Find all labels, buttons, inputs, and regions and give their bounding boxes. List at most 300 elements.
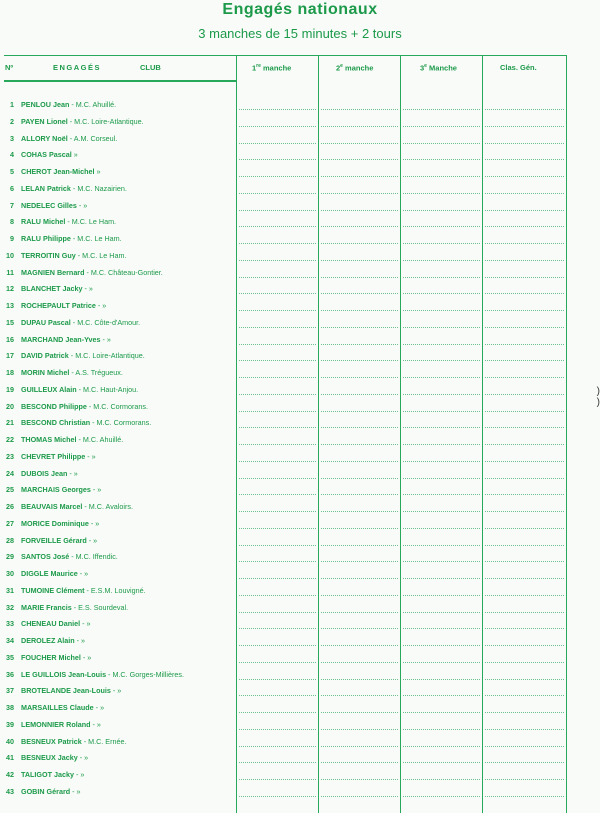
entrant-number: 13 bbox=[6, 301, 14, 310]
entrant-name: BESCOND Philippe bbox=[21, 401, 87, 411]
entrant-club: - M.C. Nazairien. bbox=[70, 183, 127, 193]
table-row bbox=[0, 280, 600, 297]
entrant-name: MORIN Michel bbox=[21, 368, 70, 377]
result-cell-line bbox=[321, 176, 398, 177]
entrant-name: RALU Michel bbox=[21, 217, 66, 227]
entrant-club: - » bbox=[77, 753, 89, 763]
result-cell-line bbox=[485, 109, 564, 110]
result-cell-line bbox=[485, 260, 564, 261]
entrant-cell bbox=[21, 435, 123, 444]
entrant-club: - M.C. Cormorans. bbox=[86, 401, 149, 411]
result-cell-line bbox=[321, 377, 398, 378]
entrant-cell bbox=[21, 351, 145, 360]
entrant-name: TUMOINE Clément bbox=[21, 585, 85, 595]
entrant-club: - M.C. Château-Gontier. bbox=[84, 267, 163, 277]
entrant-club: - » bbox=[74, 770, 85, 779]
result-cell-line bbox=[403, 595, 480, 596]
result-cell-line bbox=[485, 377, 564, 378]
result-cell-line bbox=[239, 595, 316, 596]
result-cell-line bbox=[403, 193, 480, 194]
result-cell-line bbox=[403, 578, 480, 579]
entrant-number: 22 bbox=[6, 435, 14, 444]
table-row bbox=[0, 649, 600, 666]
result-cell-line bbox=[485, 712, 564, 713]
result-cell-line bbox=[239, 327, 316, 328]
entrant-name: MARIE Francis bbox=[21, 602, 72, 612]
result-cell-line bbox=[239, 461, 316, 462]
result-cell-line bbox=[321, 779, 398, 780]
result-cell-line bbox=[403, 293, 480, 294]
table-row bbox=[0, 682, 600, 699]
entrant-club: - M.C. Iffendic. bbox=[69, 552, 118, 562]
entrant-cell bbox=[21, 167, 101, 176]
result-cell-line bbox=[485, 444, 564, 445]
entrant-number: 38 bbox=[6, 703, 14, 712]
result-cell-line bbox=[485, 628, 564, 629]
entrant-name: DUPAU Pascal bbox=[21, 317, 71, 327]
result-cell-line bbox=[403, 612, 480, 613]
table-row bbox=[0, 414, 600, 431]
entrant-number: 5 bbox=[10, 167, 14, 176]
entrant-cell bbox=[21, 753, 88, 762]
entrant-cell bbox=[21, 737, 126, 746]
result-cell-line bbox=[239, 226, 316, 227]
result-cell-line bbox=[403, 327, 480, 328]
entrant-cell bbox=[21, 368, 123, 377]
entrant-name: MORICE Dominique bbox=[21, 518, 89, 528]
binding-holes: ) ) bbox=[596, 386, 600, 408]
entrant-cell bbox=[21, 536, 97, 545]
entrant-club: - A.S. Trégueux. bbox=[69, 368, 123, 377]
entrant-number: 23 bbox=[6, 451, 14, 461]
result-cell-line bbox=[321, 243, 398, 244]
entrant-club: - » bbox=[70, 786, 81, 796]
result-cell-line bbox=[485, 360, 564, 361]
result-cell-line bbox=[239, 561, 316, 562]
table-row bbox=[0, 431, 600, 448]
table-row bbox=[0, 197, 600, 214]
table-row bbox=[0, 666, 600, 683]
result-cell-line bbox=[403, 176, 480, 177]
result-cell-line bbox=[485, 679, 564, 680]
table-row bbox=[0, 766, 600, 783]
result-cell-line bbox=[403, 444, 480, 445]
result-cell-line bbox=[403, 277, 480, 278]
entrant-name: MAGNIEN Bernard bbox=[21, 267, 85, 277]
entrant-name: LE GUILLOIS Jean-Louis bbox=[21, 669, 107, 679]
header-run3 bbox=[420, 63, 457, 73]
table-row bbox=[0, 331, 600, 348]
entrant-cell bbox=[21, 301, 106, 310]
entrant-number: 18 bbox=[6, 368, 14, 377]
result-cell-line bbox=[403, 712, 480, 713]
result-cell-line bbox=[485, 159, 564, 160]
entrant-cell bbox=[21, 703, 104, 712]
entrant-number: 20 bbox=[6, 401, 14, 411]
result-cell-line bbox=[239, 762, 316, 763]
entrant-cell bbox=[21, 234, 122, 243]
result-cell-line bbox=[485, 394, 564, 395]
result-cell-line bbox=[321, 595, 398, 596]
table-row bbox=[0, 733, 600, 750]
result-cell-line bbox=[321, 327, 398, 328]
entrant-number: 32 bbox=[6, 602, 14, 612]
result-cell-line bbox=[321, 679, 398, 680]
header-run3-suffix: e bbox=[424, 63, 427, 69]
result-cell-line bbox=[321, 645, 398, 646]
result-cell-line bbox=[239, 277, 316, 278]
table-row bbox=[0, 699, 600, 716]
result-cell-line bbox=[321, 260, 398, 261]
result-cell-line bbox=[403, 779, 480, 780]
result-cell-line bbox=[403, 411, 480, 412]
table-row bbox=[0, 548, 600, 565]
result-cell-line bbox=[239, 545, 316, 546]
entrant-name: BEAUVAIS Marcel bbox=[21, 502, 83, 511]
table-row bbox=[0, 465, 600, 482]
result-cell-line bbox=[239, 293, 316, 294]
result-cell-line bbox=[239, 695, 316, 696]
entrant-name: BROTELANDE Jean-Louis bbox=[21, 686, 111, 696]
entrant-number: 27 bbox=[6, 518, 14, 528]
header-run3-label: Manche bbox=[429, 63, 457, 73]
result-cell-line bbox=[485, 176, 564, 177]
entrant-club: - » bbox=[93, 703, 105, 712]
result-cell-line bbox=[321, 109, 398, 110]
entrant-cell bbox=[21, 150, 78, 159]
entrant-number: 35 bbox=[6, 652, 14, 662]
result-cell-line bbox=[239, 310, 316, 311]
table-row bbox=[0, 96, 600, 113]
table-row bbox=[0, 364, 600, 381]
result-cell-line bbox=[321, 461, 398, 462]
entrant-name: THOMAS Michel bbox=[21, 435, 77, 444]
entrant-number: 15 bbox=[6, 317, 14, 327]
result-cell-line bbox=[403, 226, 480, 227]
entrant-cell bbox=[21, 402, 148, 411]
entrant-cell bbox=[21, 318, 140, 327]
entrant-name: RALU Philippe bbox=[21, 234, 71, 243]
entrant-cell bbox=[21, 586, 146, 595]
entrant-name: ROCHEPAULT Patrice bbox=[21, 301, 96, 310]
result-cell-line bbox=[239, 578, 316, 579]
entrant-number: 39 bbox=[6, 719, 14, 729]
result-cell-line bbox=[239, 344, 316, 345]
result-cell-line bbox=[403, 628, 480, 629]
entrant-number: 12 bbox=[6, 284, 14, 294]
entrant-cell bbox=[21, 787, 81, 796]
result-cell-line bbox=[403, 109, 480, 110]
entrant-cell bbox=[21, 619, 91, 628]
entrant-club: - M.C. Loire-Atlantique. bbox=[68, 351, 145, 361]
result-cell-line bbox=[485, 612, 564, 613]
entrant-club: - M.C. Ernée. bbox=[81, 736, 127, 746]
result-cell-line bbox=[321, 695, 398, 696]
entrant-club: - E.S. Sourdeval. bbox=[71, 602, 129, 612]
result-cell-line bbox=[321, 444, 398, 445]
table-row bbox=[0, 113, 600, 130]
result-cell-line bbox=[321, 478, 398, 479]
result-cell-line bbox=[321, 226, 398, 227]
result-cell-line bbox=[485, 746, 564, 747]
result-cell-line bbox=[485, 662, 564, 663]
result-cell-line bbox=[239, 628, 316, 629]
entrant-club: » bbox=[71, 150, 78, 160]
header-run2-label: manche bbox=[345, 63, 374, 73]
table-row bbox=[0, 247, 600, 264]
entrant-name: MARCHAIS Georges bbox=[21, 485, 91, 495]
result-cell-line bbox=[239, 243, 316, 244]
result-cell-line bbox=[403, 394, 480, 395]
entrant-club: - » bbox=[80, 652, 92, 662]
result-cell-line bbox=[239, 360, 316, 361]
entrant-cell bbox=[21, 670, 184, 679]
entrant-club: - A.M. Corseul. bbox=[67, 133, 118, 143]
entrant-cell bbox=[21, 201, 87, 210]
result-cell-line bbox=[321, 662, 398, 663]
result-cell-line bbox=[239, 528, 316, 529]
entrant-cell bbox=[21, 217, 116, 226]
entrant-club: - » bbox=[74, 636, 86, 645]
result-cell-line bbox=[239, 176, 316, 177]
table-row bbox=[0, 130, 600, 147]
entrant-name: BESNEUX Patrick bbox=[21, 736, 82, 746]
entrant-number: 6 bbox=[10, 183, 14, 193]
table-row bbox=[0, 632, 600, 649]
result-cell-line bbox=[485, 243, 564, 244]
result-cell-line bbox=[485, 478, 564, 479]
result-cell-line bbox=[239, 411, 316, 412]
result-cell-line bbox=[239, 394, 316, 395]
result-cell-line bbox=[239, 126, 316, 127]
result-cell-line bbox=[239, 679, 316, 680]
table-row bbox=[0, 448, 600, 465]
result-cell-line bbox=[485, 411, 564, 412]
result-cell-line bbox=[403, 662, 480, 663]
result-cell-line bbox=[485, 193, 564, 194]
result-cell-line bbox=[403, 746, 480, 747]
result-cell-line bbox=[485, 277, 564, 278]
result-cell-line bbox=[321, 796, 398, 797]
entrant-cell bbox=[21, 335, 111, 344]
table-row bbox=[0, 481, 600, 498]
entrant-name: ALLORY Noël bbox=[21, 133, 68, 143]
entrant-name: DUBOIS Jean bbox=[21, 468, 68, 478]
entrant-club: - » bbox=[76, 200, 88, 210]
result-cell-line bbox=[485, 561, 564, 562]
result-cell-line bbox=[321, 344, 398, 345]
result-cell-line bbox=[485, 126, 564, 127]
table-row bbox=[0, 515, 600, 532]
entrant-cell bbox=[21, 418, 151, 427]
page-subtitle: 3 manches de 15 minutes + 2 tours bbox=[198, 26, 402, 41]
result-cell-line bbox=[239, 427, 316, 428]
table-row bbox=[0, 264, 600, 281]
entrant-number: 10 bbox=[6, 250, 14, 260]
entrant-cell bbox=[21, 134, 117, 143]
entrant-number: 43 bbox=[6, 786, 14, 796]
result-cell-line bbox=[485, 645, 564, 646]
entrant-club: - E.S.M. Louvigné. bbox=[84, 585, 146, 595]
result-cell-line bbox=[485, 427, 564, 428]
result-cell-line bbox=[321, 394, 398, 395]
result-cell-line bbox=[485, 143, 564, 144]
result-cell-line bbox=[239, 746, 316, 747]
result-cell-line bbox=[403, 528, 480, 529]
entrant-name: PAYEN Lionel bbox=[21, 116, 68, 126]
entrant-club: - » bbox=[85, 451, 96, 461]
result-cell-line bbox=[321, 427, 398, 428]
result-cell-line bbox=[485, 494, 564, 495]
table-row bbox=[0, 716, 600, 733]
entrant-cell bbox=[21, 184, 127, 193]
result-cell-line bbox=[485, 595, 564, 596]
entrant-name: FORVEILLE Gérard bbox=[21, 535, 87, 545]
entrant-number: 40 bbox=[6, 736, 14, 746]
result-cell-line bbox=[239, 377, 316, 378]
result-cell-line bbox=[485, 511, 564, 512]
entrant-cell bbox=[21, 502, 133, 511]
table-row bbox=[0, 180, 600, 197]
entrant-club: - M.C. Le Ham. bbox=[70, 234, 122, 243]
entrant-name: DAVID Patrick bbox=[21, 351, 69, 361]
result-cell-line bbox=[239, 260, 316, 261]
entrant-club: - M.C. Le Ham. bbox=[65, 217, 117, 227]
result-cell-line bbox=[239, 109, 316, 110]
result-cell-line bbox=[485, 695, 564, 696]
entrant-club: - M.C. Loire-Atlantique. bbox=[67, 116, 144, 126]
header-run1-number: 1 bbox=[252, 63, 257, 73]
result-cell-line bbox=[321, 578, 398, 579]
entrant-number: 42 bbox=[6, 770, 14, 779]
entrant-club: - » bbox=[90, 485, 102, 495]
result-cell-line bbox=[321, 126, 398, 127]
entrant-club: - M.C. Le Ham. bbox=[75, 250, 127, 260]
entrant-club: - » bbox=[80, 619, 91, 629]
entrant-name: BESNEUX Jacky bbox=[21, 753, 78, 763]
result-cell-line bbox=[403, 494, 480, 495]
entrant-name: BESCOND Christian bbox=[21, 418, 91, 428]
entrant-club: - » bbox=[77, 569, 89, 578]
entrant-cell bbox=[21, 452, 96, 461]
entrant-cell bbox=[21, 268, 163, 277]
entrant-cell bbox=[21, 100, 116, 109]
entrant-cell bbox=[21, 603, 128, 612]
entrant-name: GOBIN Gérard bbox=[21, 786, 71, 796]
result-cell-line bbox=[485, 293, 564, 294]
result-cell-line bbox=[239, 159, 316, 160]
result-cell-line bbox=[403, 645, 480, 646]
entrant-club: - M.C. Haut-Anjou. bbox=[76, 384, 139, 394]
table-row bbox=[0, 381, 600, 398]
result-cell-line bbox=[239, 729, 316, 730]
entrant-number: 33 bbox=[6, 619, 14, 629]
result-cell-line bbox=[403, 143, 480, 144]
entrant-name: NEDELEC Gilles bbox=[21, 200, 77, 210]
result-cell-line bbox=[403, 210, 480, 211]
result-cell-line bbox=[321, 762, 398, 763]
entrant-number: 26 bbox=[6, 502, 14, 511]
result-cell-line bbox=[321, 545, 398, 546]
entrant-number: 31 bbox=[6, 585, 14, 595]
entrant-club: - M.C. Cormorans. bbox=[90, 418, 152, 428]
result-cell-line bbox=[321, 143, 398, 144]
entrant-number: 11 bbox=[6, 267, 14, 277]
result-cell-line bbox=[403, 679, 480, 680]
entrant-name: DEROLEZ Alain bbox=[21, 636, 75, 645]
entrant-cell bbox=[21, 686, 121, 695]
entrant-cell bbox=[21, 485, 101, 494]
entrant-name: COHAS Pascal bbox=[21, 150, 72, 160]
entrant-number: 37 bbox=[6, 686, 14, 696]
result-cell-line bbox=[239, 645, 316, 646]
result-cell-line bbox=[403, 695, 480, 696]
result-cell-line bbox=[239, 796, 316, 797]
entrant-name: MARSAILLES Claude bbox=[21, 703, 94, 712]
result-cell-line bbox=[321, 628, 398, 629]
entrant-name: BLANCHET Jacky bbox=[21, 284, 83, 294]
entrant-number: 19 bbox=[6, 384, 14, 394]
table-row bbox=[0, 532, 600, 549]
result-cell-line bbox=[321, 193, 398, 194]
result-cell-line bbox=[403, 159, 480, 160]
table-row bbox=[0, 230, 600, 247]
header-number: Nº bbox=[5, 63, 14, 72]
entrant-cell bbox=[21, 469, 78, 478]
result-cell-line bbox=[485, 762, 564, 763]
entrant-number: 7 bbox=[10, 200, 14, 210]
result-cell-line bbox=[485, 545, 564, 546]
result-cell-line bbox=[485, 779, 564, 780]
result-cell-line bbox=[485, 210, 564, 211]
result-cell-line bbox=[321, 561, 398, 562]
entrant-name: TERROITIN Guy bbox=[21, 250, 76, 260]
table-row bbox=[0, 498, 600, 515]
entrant-name: TALIGOT Jacky bbox=[21, 770, 74, 779]
result-cell-line bbox=[403, 762, 480, 763]
result-cell-line bbox=[485, 796, 564, 797]
entrant-number: 4 bbox=[10, 150, 14, 160]
entrant-cell bbox=[21, 117, 144, 126]
table-row bbox=[0, 398, 600, 415]
header-run1-label: manche bbox=[263, 63, 292, 73]
entrant-name: FOUCHER Michel bbox=[21, 652, 81, 662]
entrant-number: 41 bbox=[6, 753, 14, 763]
result-cell-line bbox=[321, 528, 398, 529]
entrant-number: 21 bbox=[6, 418, 14, 428]
entrant-club: - » bbox=[88, 518, 100, 528]
entrant-cell bbox=[21, 636, 85, 645]
entrant-cell bbox=[21, 519, 99, 528]
result-cell-line bbox=[321, 511, 398, 512]
entrant-club: - » bbox=[95, 301, 107, 310]
result-cell-line bbox=[485, 528, 564, 529]
entrant-club: - M.C. Gorges-Millières. bbox=[106, 669, 184, 679]
table-row bbox=[0, 599, 600, 616]
entrant-club: - » bbox=[82, 284, 93, 294]
header-run2-number: 2 bbox=[336, 63, 341, 73]
result-cell-line bbox=[403, 310, 480, 311]
entrant-number: 1 bbox=[10, 100, 14, 109]
result-cell-line bbox=[403, 377, 480, 378]
table-row bbox=[0, 783, 600, 800]
header-overall: Clas. Gén. bbox=[500, 63, 537, 72]
result-cell-line bbox=[239, 779, 316, 780]
header-run3-number: 3 bbox=[420, 63, 425, 73]
result-cell-line bbox=[239, 494, 316, 495]
table-row bbox=[0, 347, 600, 364]
entrant-club: - » bbox=[86, 535, 98, 545]
